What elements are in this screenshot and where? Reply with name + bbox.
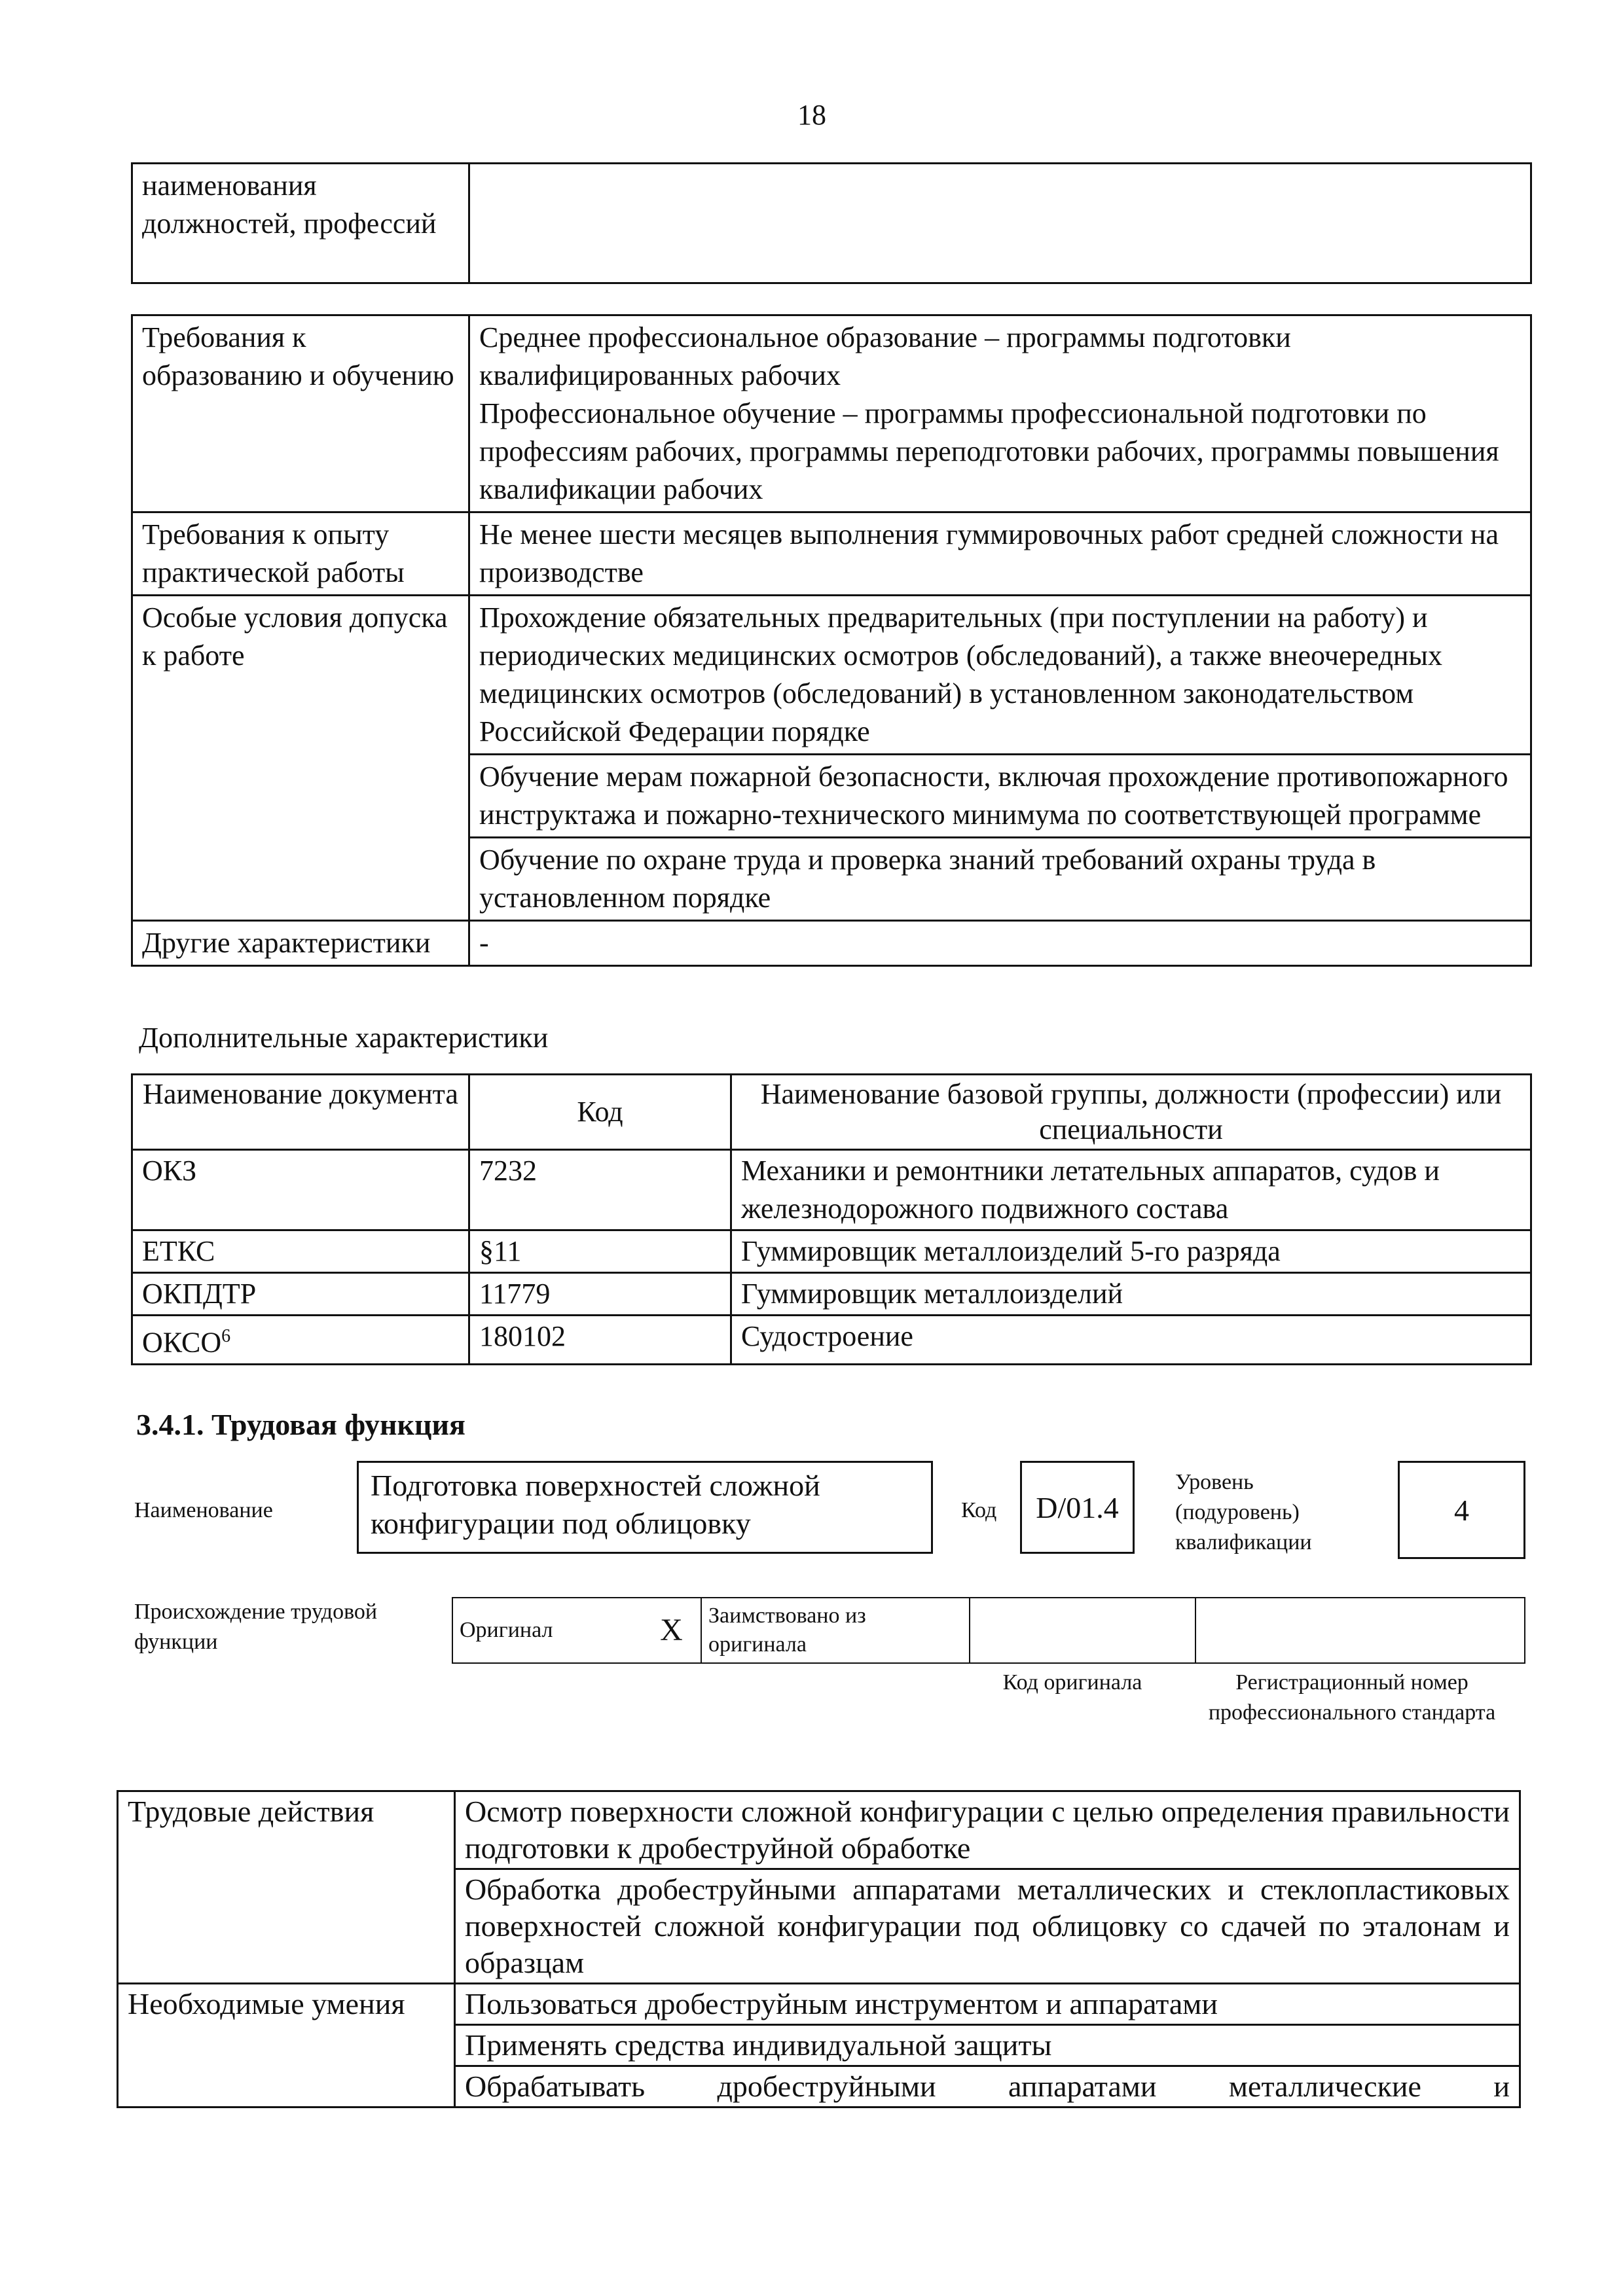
value-line: Среднее профессиональное образование – программы подготовки квалифицированных рабочих xyxy=(479,321,1291,391)
table-row xyxy=(452,1598,1525,1663)
name-label: Наименование xyxy=(134,1498,273,1522)
original-code-label: Код оригинала xyxy=(1002,1670,1142,1695)
doc-cell xyxy=(132,1316,469,1365)
table-row xyxy=(132,1230,1531,1273)
level-box: 4 xyxy=(1398,1461,1525,1559)
row-label: Необходимые умения xyxy=(118,1984,455,2108)
row-value xyxy=(469,315,1531,512)
row-value: - xyxy=(469,921,1531,966)
row-value: Прохождение обязательных предварительных (при поступлении на работу) и периодических медицинских осмотров (обследований), а также внеочередных медицинских осмотров (обследований) в установленном законодательством Российской Федерации порядке xyxy=(469,596,1531,755)
job-titles-table xyxy=(131,162,1532,284)
code-cell: 180102 xyxy=(469,1316,731,1365)
code-cell: 11779 xyxy=(469,1273,731,1316)
table-row xyxy=(132,1316,1531,1365)
row-value: Обучение по охране труда и проверка знаний требований охраны труда в установленном порядке xyxy=(469,838,1531,921)
doc-cell: ЕТКС xyxy=(132,1230,469,1273)
name-cell: Гуммировщик металлоизделий 5-го разряда xyxy=(731,1230,1531,1273)
row-label: Другие характеристики xyxy=(132,921,469,966)
row-value: Применять средства индивидуальной защиты xyxy=(455,2025,1520,2066)
row-value: Обработка дробеструйными аппаратами металлических и стеклопластиковых поверхностей сложной конфигурации под облицовку со сдачей по эталонам и образцам xyxy=(455,1869,1520,1984)
code-cell: §11 xyxy=(469,1230,731,1273)
additional-characteristics-table xyxy=(131,1073,1532,1365)
row-value: Не менее шести месяцев выполнения гуммировочных работ средней сложности на производстве xyxy=(469,512,1531,596)
row-label: Особые условия допуска к работе xyxy=(132,596,469,921)
column-header: Наименование базовой группы, должности (профессии) или специальности xyxy=(731,1075,1531,1150)
table-row xyxy=(132,164,1531,283)
level-label: Уровень (подуровень) квалификации xyxy=(1175,1470,1312,1554)
code-cell: 7232 xyxy=(469,1150,731,1230)
row-value: Обучение мерам пожарной безопасности, включая прохождение противопожарного инструктажа и пожарно-технического минимума по соответствующей программе xyxy=(469,755,1531,838)
row-label: Трудовые действия xyxy=(118,1791,455,1984)
footnote-mark: 6 xyxy=(221,1326,231,1346)
row-value: Пользоваться дробеструйным инструментом и аппаратами xyxy=(455,1984,1520,2025)
original-code-cell xyxy=(970,1598,1195,1663)
original-mark: X xyxy=(642,1598,701,1663)
additional-characteristics-title: Дополнительные характеристики xyxy=(139,1022,549,1054)
page-number: 18 xyxy=(797,99,826,131)
table-header-row xyxy=(132,1075,1531,1150)
registration-number-label: Регистрационный номер профессионального стандарта xyxy=(1208,1670,1496,1725)
borrowed-label: Заимствовано из оригинала xyxy=(701,1598,970,1663)
origin-label: Происхождение трудовой функции xyxy=(134,1600,378,1654)
requirements-table xyxy=(131,314,1532,967)
code-label: Код xyxy=(961,1498,997,1522)
row-label: Требования к образованию и обучению xyxy=(132,315,469,512)
section-title: 3.4.1. Трудовая функция xyxy=(136,1408,465,1441)
table-row xyxy=(118,1984,1520,2025)
row-label: наименования должностей, профессий xyxy=(132,164,469,283)
origin-table xyxy=(452,1597,1525,1664)
doc-name: ОКСО xyxy=(142,1326,222,1359)
table-row xyxy=(118,1791,1520,1869)
table-row xyxy=(132,512,1531,596)
value-line: Профессиональное обучение – программы профессиональной подготовки по профессиям рабочих, программы переподготовки рабочих, программы повышения квалификации рабочих xyxy=(479,397,1499,505)
labor-actions-table xyxy=(117,1790,1521,2108)
row-value xyxy=(469,164,1531,283)
table-row xyxy=(132,315,1531,512)
row-value: Обрабатывать дробеструйными аппаратами металлические и xyxy=(455,2066,1520,2108)
table-row xyxy=(132,1273,1531,1316)
table-row xyxy=(132,596,1531,755)
column-header: Код xyxy=(469,1075,731,1150)
column-header: Наименование документа xyxy=(132,1075,469,1150)
row-label: Требования к опыту практической работы xyxy=(132,512,469,596)
row-value: Осмотр поверхности сложной конфигурации с целью определения правильности подготовки к дробеструйной обработке xyxy=(455,1791,1520,1869)
original-label: Оригинал xyxy=(452,1598,642,1663)
name-cell: Механики и ремонтники летательных аппаратов, судов и железнодорожного подвижного состава xyxy=(731,1150,1531,1230)
function-name-box: Подготовка поверхностей сложной конфигурации под облицовку xyxy=(357,1461,933,1554)
function-code-box: D/01.4 xyxy=(1020,1461,1135,1554)
name-cell: Гуммировщик металлоизделий xyxy=(731,1273,1531,1316)
name-cell: Судостроение xyxy=(731,1316,1531,1365)
doc-cell: ОКЗ xyxy=(132,1150,469,1230)
doc-cell: ОКПДТР xyxy=(132,1273,469,1316)
table-row xyxy=(132,1150,1531,1230)
table-row xyxy=(132,921,1531,966)
registration-number-cell xyxy=(1195,1598,1525,1663)
